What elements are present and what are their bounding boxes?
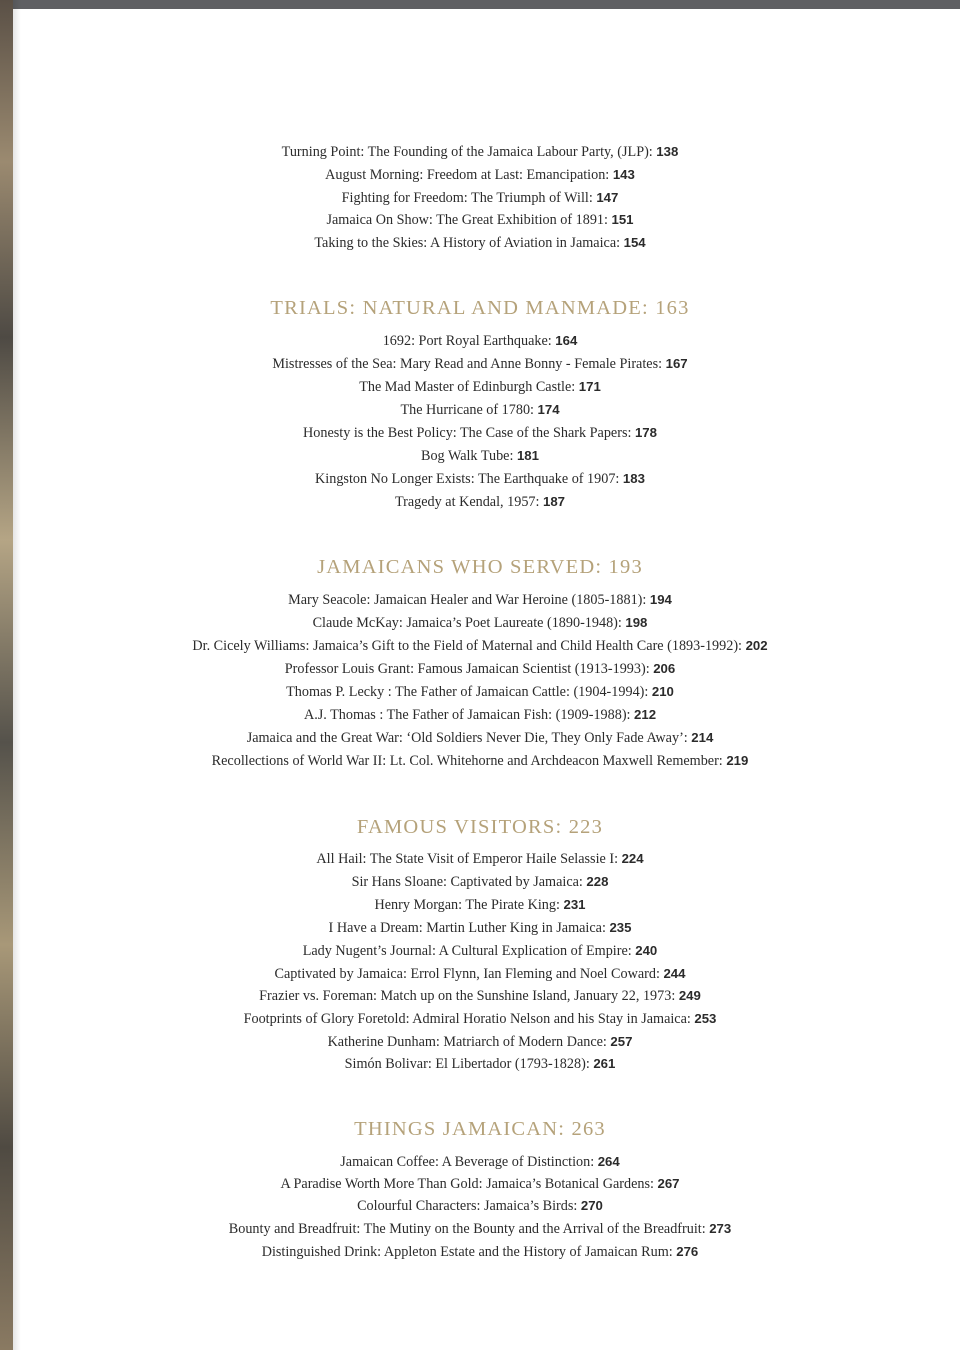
entry-title: Jamaica and the Great War: ‘Old Soldiers Never Die, They Only Fade Away’: <box>246 730 692 746</box>
toc-entry[interactable] <box>160 400 800 420</box>
toc-entry[interactable] <box>160 469 800 489</box>
entry-title: Mary Seacole: Jamaican Healer and War Heroine (1805-1881): <box>288 592 650 608</box>
section-heading-things-jamaican: THINGS JAMAICAN: 263 <box>354 1118 606 1140</box>
entry-title: Sir Hans Sloane: Captivated by Jamaica: <box>351 874 587 890</box>
toc-entry[interactable] <box>160 636 800 656</box>
toc-entry[interactable] <box>160 986 800 1006</box>
entry-title: Turning Point: The Founding of the Jamaica Labour Party, (JLP): <box>281 144 657 160</box>
toc-entry[interactable] <box>160 918 800 938</box>
entry-page-number: 270 <box>580 1198 603 1213</box>
entry-page-number: 143 <box>612 167 635 182</box>
toc-entry[interactable] <box>160 682 800 702</box>
entry-title: Footprints of Glory Foretold: Admiral Horatio Nelson and his Stay in Jamaica: <box>243 1011 695 1027</box>
entry-title: Professor Louis Grant: Famous Jamaican Scientist (1913-1993): <box>284 661 654 677</box>
entry-title: I Have a Dream: Martin Luther King in Jamaica: <box>328 920 610 936</box>
entry-page-number: 276 <box>676 1244 699 1259</box>
entry-page-number: 183 <box>622 471 645 486</box>
entry-title: 1692: Port Royal Earthquake: <box>382 333 556 349</box>
toc-entry[interactable] <box>160 1009 800 1029</box>
toc-entry[interactable] <box>160 331 800 351</box>
entry-page-number: 174 <box>537 402 560 417</box>
toc-entry[interactable] <box>160 1054 800 1074</box>
entry-title: Distinguished Drink: Appleton Estate and the History of Jamaican Rum: <box>261 1244 677 1260</box>
entry-page-number: 138 <box>656 144 679 159</box>
entry-page-number: 235 <box>609 920 632 935</box>
toc-entry[interactable] <box>160 423 800 443</box>
entry-page-number: 151 <box>611 212 634 227</box>
entry-page-number: 164 <box>555 333 578 348</box>
entry-page-number: 244 <box>663 966 686 981</box>
toc-entry[interactable] <box>160 233 800 253</box>
toc-entry[interactable] <box>160 751 800 771</box>
toc-entry[interactable] <box>160 492 800 512</box>
toc-entry[interactable] <box>160 659 800 679</box>
entry-title: August Morning: Freedom at Last: Emancipation: <box>325 167 613 183</box>
entry-page-number: 228 <box>586 874 609 889</box>
entry-title: Claude McKay: Jamaica’s Poet Laureate (1890-1948): <box>312 615 626 631</box>
entry-page-number: 257 <box>610 1034 633 1049</box>
entry-title: Tragedy at Kendal, 1957: <box>394 494 543 510</box>
entry-title: Thomas P. Lecky : The Father of Jamaican Cattle: (1904-1994): <box>286 684 652 700</box>
entry-title: Captivated by Jamaica: Errol Flynn, Ian Fleming and Noel Coward: <box>274 966 664 982</box>
entry-page-number: 210 <box>651 684 674 699</box>
entry-page-number: 231 <box>563 897 586 912</box>
toc-entry[interactable] <box>160 446 800 466</box>
toc-entry[interactable] <box>160 1219 800 1239</box>
toc-entry[interactable] <box>160 728 800 748</box>
toc-entry[interactable] <box>160 941 800 961</box>
entry-page-number: 171 <box>578 379 601 394</box>
toc-entry[interactable] <box>160 849 800 869</box>
entry-title: All Hail: The State Visit of Emperor Haile Selassie I: <box>316 851 622 867</box>
entry-title: Colourful Characters: Jamaica’s Birds: <box>357 1198 581 1214</box>
entry-title: Jamaica On Show: The Great Exhibition of 1891: <box>326 212 612 228</box>
entry-title: Lady Nugent’s Journal: A Cultural Explication of Empire: <box>302 943 636 959</box>
entry-title: Kingston No Longer Exists: The Earthquake of 1907: <box>315 471 623 487</box>
entry-page-number: 267 <box>657 1176 680 1191</box>
entry-page-number: 273 <box>709 1221 732 1236</box>
entry-page-number: 240 <box>635 943 658 958</box>
entry-title: Katherine Dunham: Matriarch of Modern Dance: <box>327 1034 611 1050</box>
section-heading-famous-visitors: FAMOUS VISITORS: 223 <box>356 816 604 838</box>
entry-page-number: 178 <box>634 425 657 440</box>
entry-title: The Hurricane of 1780: <box>400 402 538 418</box>
entry-title: Mistresses of the Sea: Mary Read and Anne Bonny - Female Pirates: <box>272 356 666 372</box>
entry-page-number: 206 <box>653 661 676 676</box>
entry-title: Fighting for Freedom: The Triumph of Will: <box>341 190 597 206</box>
entry-page-number: 253 <box>694 1011 717 1026</box>
entry-title: Bog Walk Tube: <box>421 448 517 464</box>
entry-page-number: 187 <box>543 494 566 509</box>
entry-page-number: 264 <box>597 1154 620 1169</box>
toc-entry[interactable] <box>160 165 800 185</box>
section-heading-jamaicans-who-served: JAMAICANS WHO SERVED: 193 <box>317 556 643 578</box>
toc-entry[interactable] <box>160 1196 800 1216</box>
entry-title: Simón Bolivar: El Libertador (1793-1828): <box>344 1056 594 1072</box>
entry-title: Dr. Cicely Williams: Jamaica’s Gift to the Field of Maternal and Child Health Care (1893-1992): <box>192 638 746 654</box>
entry-title: Henry Morgan: The Pirate King: <box>374 897 564 913</box>
entry-title: Recollections of World War II: Lt. Col. Whitehorne and Archdeacon Maxwell Remember: <box>211 753 727 769</box>
toc-entry[interactable] <box>160 142 800 162</box>
entry-title: A.J. Thomas : The Father of Jamaican Fish: (1909-1988): <box>303 707 635 723</box>
entry-page-number: 167 <box>665 356 688 371</box>
entry-title: Jamaican Coffee: A Beverage of Distinction: <box>340 1154 598 1170</box>
toc-entry[interactable] <box>160 705 800 725</box>
toc-entry[interactable] <box>160 1152 800 1172</box>
entry-page-number: 249 <box>678 988 701 1003</box>
toc-entry[interactable] <box>160 590 800 610</box>
entry-page-number: 194 <box>649 592 672 607</box>
entry-title: Honesty is the Best Policy: The Case of the Shark Papers: <box>303 425 635 441</box>
entry-title: The Mad Master of Edinburgh Castle: <box>359 379 579 395</box>
toc-entry[interactable] <box>160 964 800 984</box>
entry-page-number: 212 <box>634 707 657 722</box>
entry-page-number: 154 <box>623 235 646 250</box>
entry-title: A Paradise Worth More Than Gold: Jamaica’s Botanical Gardens: <box>280 1176 658 1192</box>
entry-page-number: 202 <box>745 638 768 653</box>
entry-title: Bounty and Breadfruit: The Mutiny on the Bounty and the Arrival of the Breadfruit: <box>228 1221 710 1237</box>
entry-page-number: 198 <box>625 615 648 630</box>
entry-title: Taking to the Skies: A History of Aviation in Jamaica: <box>314 235 624 251</box>
section-heading-trials: TRIALS: NATURAL AND MANMADE: 163 <box>270 297 690 319</box>
toc-entry[interactable] <box>160 1032 800 1052</box>
toc-entry[interactable] <box>160 1242 800 1262</box>
entry-title: Frazier vs. Foreman: Match up on the Sunshine Island, January 22, 1973: <box>259 988 679 1004</box>
entry-page-number: 224 <box>621 851 644 866</box>
entry-page-number: 219 <box>726 753 749 768</box>
entry-page-number: 261 <box>593 1056 616 1071</box>
entry-page-number: 147 <box>596 190 619 205</box>
toc-entry[interactable] <box>160 354 800 374</box>
toc-entry[interactable] <box>160 210 800 230</box>
toc-entry[interactable] <box>160 895 800 915</box>
toc-entry[interactable] <box>160 188 800 208</box>
toc-entry[interactable] <box>160 872 800 892</box>
toc-entry[interactable] <box>160 1174 800 1194</box>
toc-entry[interactable] <box>160 613 800 633</box>
entry-page-number: 214 <box>691 730 714 745</box>
entry-page-number: 181 <box>516 448 539 463</box>
toc-entry[interactable] <box>160 377 800 397</box>
